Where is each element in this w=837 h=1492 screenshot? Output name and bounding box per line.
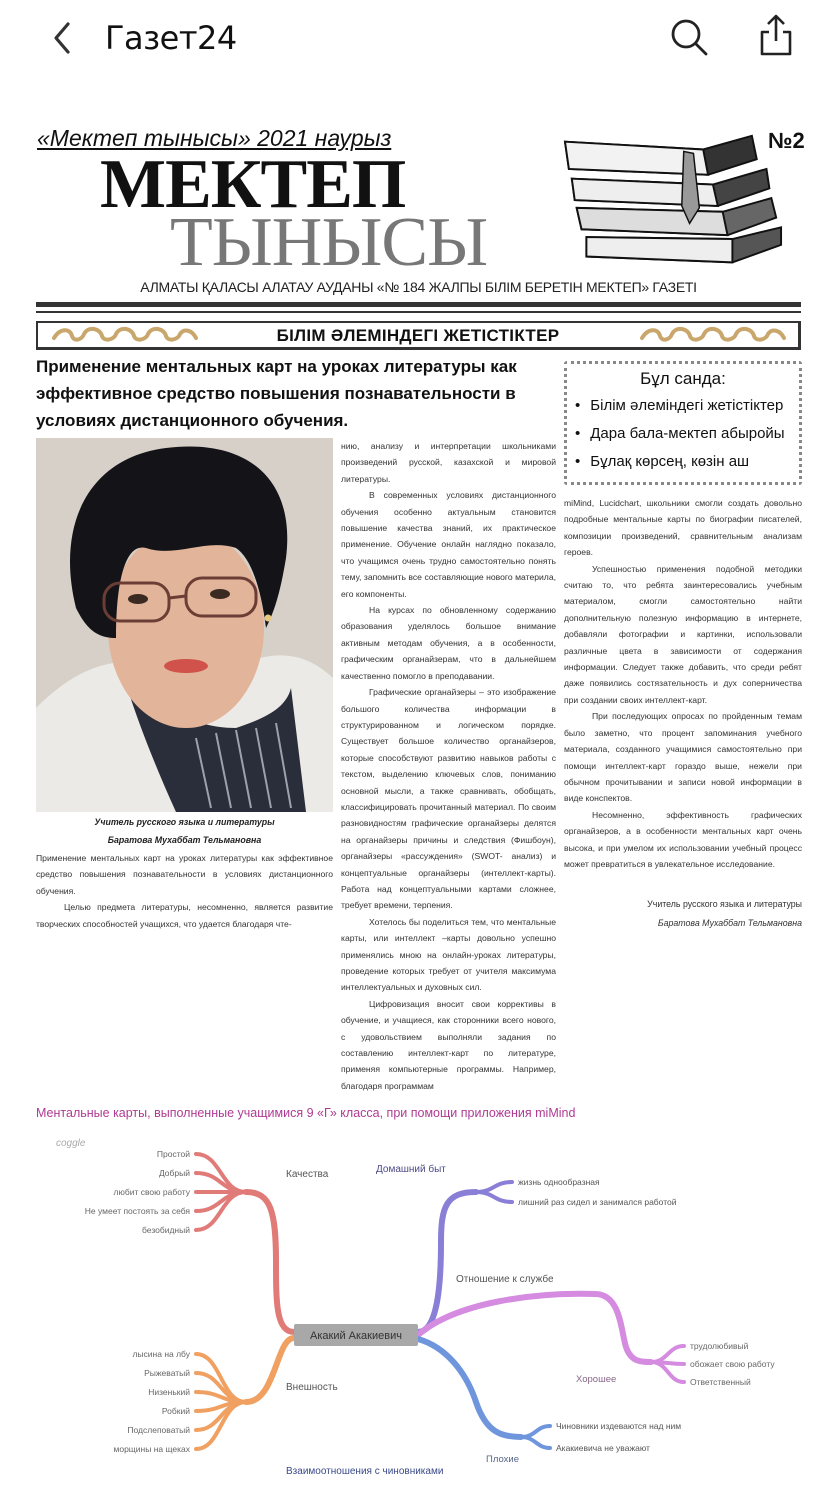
mindmap-leaf: Не умеет постоять за себя	[84, 1206, 190, 1217]
mindmap-branch-label: Взаимоотношения с чиновниками	[286, 1466, 444, 1478]
paragraph: Успешностью применения подобной методики считаю то, что ребята заинтересовались учебным материалом, смогли самостоятельно найти дополнительную полезную информацию в интернете, добавляли фотографии и картинки, использовали различные цвета в зависимости от содержания информации. Следует также добавить, что среди ребят даже появились состязательность и дух соперничества при создании своих интеллект-карт.	[564, 563, 802, 705]
ornament-icon	[638, 326, 788, 344]
books-illustration	[556, 130, 792, 276]
paragraph: Применение ментальных карт на уроках литературы как эффективное средство повышения познавательности в условиях дистанционного обучения.	[36, 853, 333, 896]
app-bar	[0, 0, 837, 90]
photo-caption-role: Учитель русского языка и литературы	[94, 817, 275, 827]
mindmap-leaf: любит свою работу	[113, 1187, 190, 1198]
mindmap-caption: Ментальные карты, выполненные учащимися 9 «Г» класса, при помощи приложения miMind	[36, 1106, 576, 1121]
mindmap-leaf: жизнь однообразная	[518, 1177, 600, 1188]
paragraph: Несомненно, эффективность графических органайзеров, а в особенности ментальных карт очень высока, и при умелом их использовании учебный процесс может превратиться в увлекательное исследование.	[564, 809, 802, 869]
paragraph: miMind, Lucidchart, школьники смогли создать довольно подробные ментальные карты по биографии писателей, композиции произведений, сравнительным анализам героев.	[564, 498, 802, 558]
branch-line	[196, 1354, 246, 1402]
mindmap-sub-label: Плохие	[486, 1454, 519, 1466]
mindmap-leaf: Ответственный	[690, 1377, 751, 1388]
signature-name: Баратова Мухаббат Тельмановна	[657, 918, 802, 929]
article-column-middle	[341, 438, 556, 1094]
mindmap-branch-label: Внешность	[286, 1382, 338, 1394]
article-left-area	[36, 353, 556, 1094]
branch-line	[651, 1346, 684, 1362]
search-icon	[668, 16, 710, 58]
mindmap-leaf: морщины на щеках	[113, 1444, 190, 1455]
in-this-issue-box	[564, 361, 802, 485]
paragraph: На курсах по обновленному содержанию образования уделялось большое внимание активным методам обучения, а в особенности, графическим органайзерам, что в дальнейшем качественно помогло в преподавании.	[341, 605, 556, 681]
mindmap-leaf: обожает свою работу	[690, 1359, 775, 1370]
branch-line	[246, 1192, 294, 1332]
paragraph: Цифровизация вносит свои коррективы в обучение, и учащиеся, как сторонники всего нового, с удовольствием выполняли задания по составлению интеллект-карт по литературе, применяя компьютерные программы. Например, благодаря программам	[341, 998, 556, 1091]
article-body	[36, 438, 556, 1094]
mindmap-leaf: Добрый	[158, 1168, 190, 1179]
mindmap-leaf: трудолюбивый	[690, 1341, 749, 1352]
article-column-left	[36, 850, 333, 932]
author-photo	[36, 438, 333, 812]
mindmap-watermark: coggle	[56, 1138, 86, 1150]
paragraph: Графические органайзеры – это изображение большого количества информации в структурированном и логическом порядке. Существует большое количество органайзеров, которые способствуют развитию навыков работы с текстом, выделению ключевых слов, пониманию основной мысли, а также сравнивать, обобщать, классифицировать прочитанный материал. По своим разновидностям графические органайзеры делятся на органайзеры причины и следствия (Фишбоун), органайзеры «рассуждения» (SWOT- анализ) и концептуальные органайзеры (интеллект-карты). Работа над концептуальными картами сложнее, требует времени, терпения.	[341, 687, 556, 911]
paragraph: нию, анализу и интерпретации школьниками произведений русской, казахской и мировой литературы.	[341, 441, 556, 484]
branch-line	[521, 1437, 550, 1448]
article-headline: Применение ментальных карт на уроках литературы как эффективное средство повышения познавательности в условиях дистанционного обучения.	[36, 357, 517, 430]
photo-column	[36, 438, 333, 1094]
masthead-subtitle: АЛМАТЫ ҚАЛАСЫ АЛАТАУ АУДАНЫ «№ 184 ЖАЛПЫ БІЛІМ БЕРЕТІН МЕКТЕП» ГАЗЕТІ	[140, 279, 697, 295]
newspaper-page[interactable]	[0, 90, 837, 1492]
mindmap-branch-label: Домашний быт	[376, 1164, 446, 1176]
mind-map	[36, 1132, 806, 1492]
article-column-right	[564, 495, 802, 872]
divider-thick	[36, 302, 801, 307]
toc-item: • Дара бала-мектеп абыройы	[575, 420, 791, 448]
mindmap-branch-label: Отношение к службе	[456, 1274, 554, 1286]
masthead	[0, 90, 837, 321]
mindmap-sub-label: Хорошее	[576, 1374, 617, 1386]
section-header	[36, 321, 801, 350]
back-button[interactable]	[46, 18, 80, 58]
mindmap-leaf: Низенький	[148, 1387, 190, 1398]
article-right-area	[564, 353, 802, 1094]
mindmap-leaf: Акакиевича не уважают	[556, 1443, 650, 1454]
photo-caption-name: Баратова Мухаббат Тельмановна	[107, 835, 262, 845]
mindmap-leaf: Чиновники издеваются над ним	[556, 1421, 682, 1432]
mindmap-leaf: Подслеповатый	[127, 1425, 190, 1436]
toc-title: Бұл санда:	[640, 369, 726, 388]
mindmap-leaf: Рыжеватый	[144, 1368, 190, 1379]
mindmap-leaf: Простой	[156, 1149, 190, 1160]
issue-number: №2	[768, 128, 805, 153]
article	[36, 353, 802, 1094]
section-title: БІЛІМ ӘЛЕМІНДЕГІ ЖЕТІСТІКТЕР	[276, 326, 560, 345]
mindmap-center-label: Акакий Акакиевич	[310, 1330, 402, 1343]
toc-item: • Бұлақ көрсең, көзін аш	[575, 448, 791, 476]
branch-line	[476, 1192, 512, 1202]
share-icon	[756, 14, 796, 58]
issue-line: «Мектеп тынысы» 2021 наурыз	[37, 125, 392, 151]
paragraph: Хотелось бы поделиться тем, что ментальные карты, или интеллект –карты довольно успешно применялись мною на онлайн-уроках литературы, проведение которых требует от учителя максимума интеллектуальных и духовных сил.	[341, 916, 556, 993]
branch-line	[418, 1339, 521, 1437]
app-title: Газет24	[105, 19, 237, 57]
paragraph: В современных условиях дистанционного обучения особенно актуальным становится повышение качества знаний, их практическое применение. Обучение онлайн наглядно показало, что учащимся очень трудно самостоятельно понять тему, запомнить все составляющие нового материла, его компоненты.	[341, 490, 556, 599]
mindmap-leaf: лишний раз сидел и занимался работой	[518, 1197, 677, 1208]
mindmap-leaf: Робкий	[161, 1406, 190, 1417]
toc-item: • Білім әлеміндегі жетістіктер	[575, 392, 791, 420]
share-button[interactable]	[756, 14, 796, 58]
branch-line	[418, 1294, 651, 1362]
signature-role: Учитель русского языка и литературы	[647, 899, 802, 910]
paragraph: Целью предмета литературы, несомненно, является развитие творческих способностей учащихся, что удается благодаря чте-	[36, 902, 333, 929]
search-button[interactable]	[668, 16, 710, 58]
mindmap-leaf: безобидный	[142, 1225, 190, 1236]
masthead-title-line1: МЕКТЕП	[100, 146, 406, 223]
ornament-icon	[50, 326, 200, 344]
masthead-title-line2: ТЫНЫСЫ	[170, 204, 488, 281]
chevron-left-icon	[46, 18, 80, 58]
mindmap-branch-label: Качества	[286, 1169, 329, 1181]
mindmap-leaf: лысина на лбу	[132, 1349, 190, 1360]
divider-thin	[36, 311, 801, 313]
paragraph: При последующих опросах по пройденным темам было заметно, что процент запоминания учебного материала, созданного учащимися самостоятельно при помощи интеллект-карт гораздо выше, нежели при обычном прочитывании и записи новой информации в виде конспектов.	[564, 711, 802, 804]
